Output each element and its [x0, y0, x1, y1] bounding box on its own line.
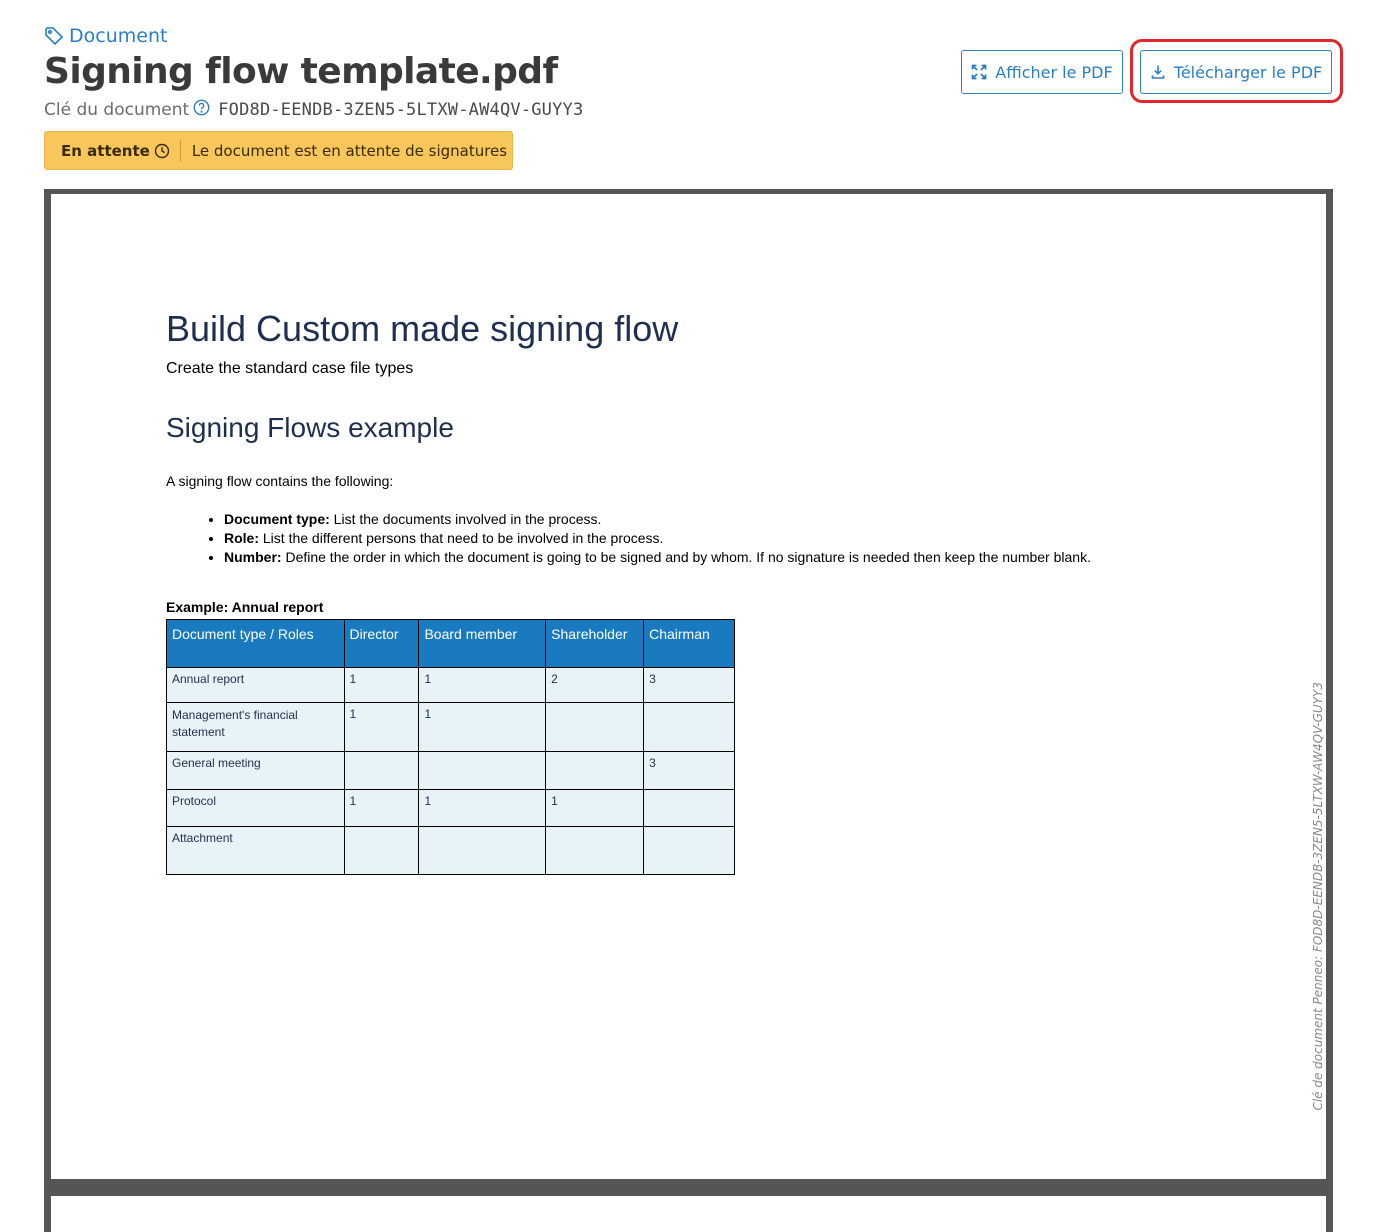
table-cell: [546, 703, 644, 752]
table-row: [167, 790, 735, 827]
download-pdf-button[interactable]: [1140, 50, 1332, 94]
tag-icon: [44, 26, 64, 46]
table-row: [167, 668, 735, 703]
table-header-row: [167, 620, 735, 668]
status-label-text: En attente: [61, 141, 150, 160]
bullet-text: Define the order in which the document is going to be signed and by whom. If no signature is needed then keep the number blank.: [281, 549, 1091, 565]
bullet-term: Role:: [224, 530, 259, 546]
table-cell: 2: [546, 668, 644, 703]
document-key-label: Clé du document: [44, 100, 190, 120]
status-description: Le document est en attente de signatures: [191, 141, 508, 160]
table-cell: [644, 827, 735, 875]
pdf-watermark: Clé de document Penneo: FOD8D-EENDB-3ZEN5-5LTXW-AW4QV-GUYY3: [1311, 682, 1325, 1111]
pdf-intro: A signing flow contains the following:: [166, 473, 394, 489]
document-key-value: FOD8D-EENDB-3ZEN5-5LTXW-AW4QV-GUYY3: [218, 100, 584, 120]
bullet-text: List the documents involved in the process.: [329, 511, 602, 527]
table-cell: Protocol: [167, 790, 345, 827]
table-cell: 1: [344, 790, 419, 827]
table-cell: 3: [644, 752, 735, 790]
download-icon: [1150, 64, 1166, 80]
table-cell: [546, 827, 644, 875]
breadcrumb-label: Document: [69, 25, 168, 47]
table-row: [167, 703, 735, 752]
table-cell: Management's financial statement: [167, 703, 345, 752]
bullet-term: Document type:: [224, 511, 330, 527]
status-label: [45, 142, 180, 160]
table-cell: [644, 703, 735, 752]
status-badge: [44, 131, 513, 170]
table-cell: 1: [344, 703, 419, 752]
table-cell: Attachment: [167, 827, 345, 875]
view-pdf-label: Afficher le PDF: [995, 62, 1113, 82]
list-item: [224, 529, 1266, 548]
document-key: [44, 99, 583, 121]
page-title: Signing flow template.pdf: [44, 51, 558, 92]
download-pdf-label: Télécharger le PDF: [1173, 62, 1323, 82]
table-row: [167, 827, 735, 875]
table-cell: [419, 752, 546, 790]
table-cell: [644, 790, 735, 827]
table-caption: Example: Annual report: [166, 599, 324, 615]
breadcrumb-document[interactable]: [44, 25, 167, 47]
table-header: Director: [344, 620, 419, 668]
table-cell: 1: [419, 668, 546, 703]
list-item: [224, 548, 1266, 567]
pdf-next-page: [51, 1196, 1326, 1232]
table-cell: 1: [344, 668, 419, 703]
table-cell: 3: [644, 668, 735, 703]
table-header: Shareholder: [546, 620, 644, 668]
list-item: [224, 510, 1266, 529]
table-row: [167, 752, 735, 790]
table-cell: [419, 827, 546, 875]
table-header: Chairman: [644, 620, 735, 668]
table-header: Board member: [419, 620, 546, 668]
clock-icon: [154, 143, 170, 159]
question-circle-icon[interactable]: [193, 99, 210, 121]
table-cell: General meeting: [167, 752, 345, 790]
pdf-page: [51, 194, 1326, 1179]
bullet-text: List the different persons that need to be involved in the process.: [259, 530, 664, 546]
bullet-term: Number:: [224, 549, 282, 565]
table-cell: 1: [546, 790, 644, 827]
view-pdf-button[interactable]: [961, 50, 1123, 94]
table-cell: 1: [419, 703, 546, 752]
table-cell: [546, 752, 644, 790]
roles-table: [166, 619, 735, 875]
pdf-subtitle: Create the standard case file types: [166, 360, 414, 377]
table-header: Document type / Roles: [167, 620, 345, 668]
pdf-heading: Build Custom made signing flow: [166, 308, 679, 349]
pdf-viewer[interactable]: [44, 189, 1333, 1232]
pdf-section-heading: Signing Flows example: [166, 412, 454, 443]
table-cell: [344, 827, 419, 875]
pdf-bullet-list: [166, 510, 1266, 567]
expand-arrows-icon: [971, 64, 987, 80]
table-cell: [344, 752, 419, 790]
table-cell: 1: [419, 790, 546, 827]
table-cell: Annual report: [167, 668, 345, 703]
